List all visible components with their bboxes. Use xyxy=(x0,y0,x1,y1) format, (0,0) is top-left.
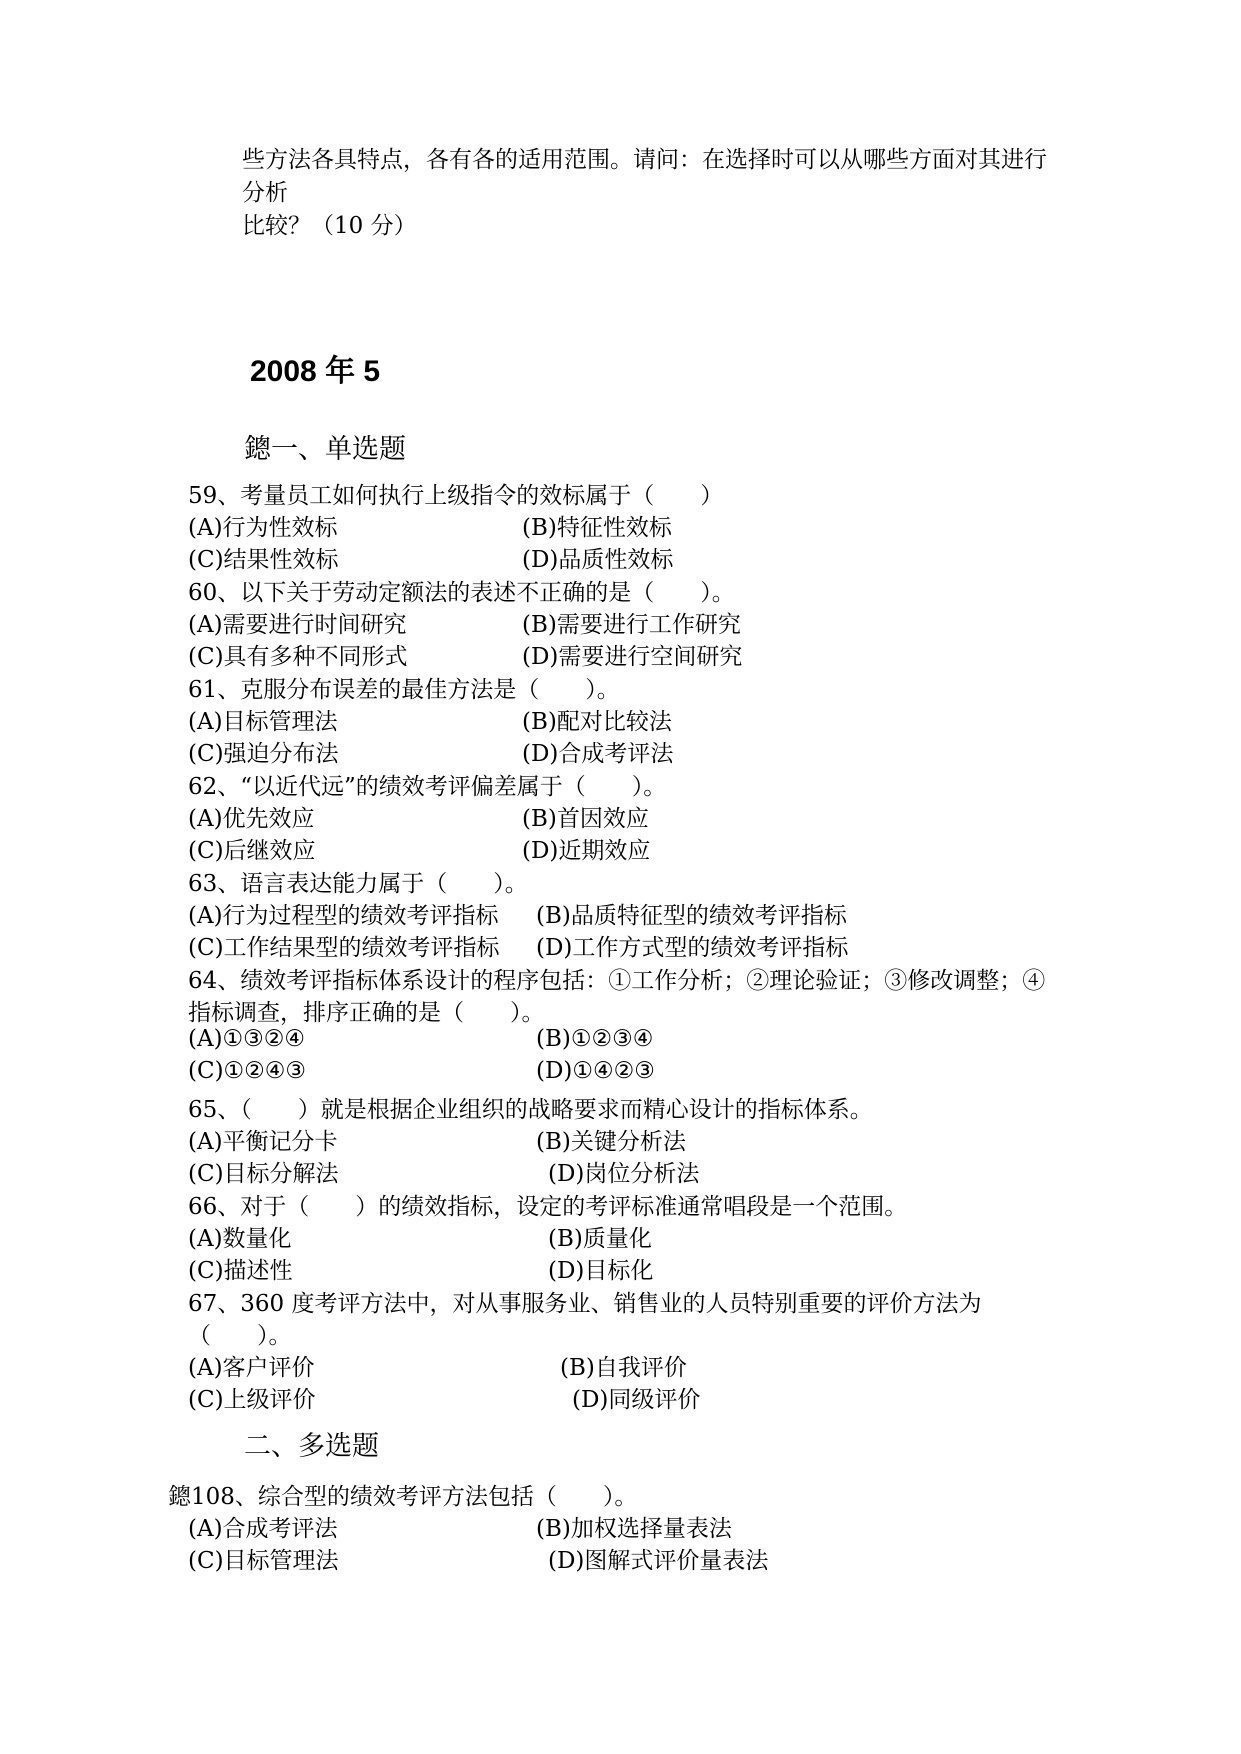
intro-paragraph xyxy=(242,144,1062,243)
question-64-option-b: (B)①②③④ xyxy=(536,1026,654,1052)
question-67-option-a: (A)客户评价 xyxy=(188,1355,315,1381)
question-59-option-c: (C)结果性效标 xyxy=(188,547,339,573)
question-64-stem-cont: 指标调查，排序正确的是（ ）。 xyxy=(188,1000,545,1026)
question-65-option-c: (C)目标分解法 xyxy=(188,1161,339,1187)
question-67-stem-cont: （ ）。 xyxy=(188,1323,292,1349)
question-66-option-c: (C)描述性 xyxy=(188,1258,293,1284)
question-59-option-b: (B)特征性效标 xyxy=(522,515,672,541)
question-59-stem: 59、考量员工如何执行上级指令的效标属于（ ） xyxy=(188,483,724,509)
intro-line-2: 比较？（10 分） xyxy=(242,213,417,239)
question-64-stem: 64、绩效考评指标体系设计的程序包括：①工作分析；②理论验证；③修改调整；④ xyxy=(188,968,1046,994)
question-61-option-d: (D)合成考评法 xyxy=(522,741,674,767)
question-60-option-c: (C)具有多种不同形式 xyxy=(188,644,408,670)
question-63-stem: 63、语言表达能力属于（ ）。 xyxy=(188,871,528,897)
question-67-option-c: (C)上级评价 xyxy=(188,1387,316,1413)
question-61-option-a: (A)目标管理法 xyxy=(188,709,338,735)
intro-line-1: 些方法各具特点，各有各的适用范围。请问：在选择时可以从哪些方面对其进行分析 xyxy=(242,147,1047,206)
year-heading: 2008 年 5 xyxy=(250,355,381,388)
question-66-stem: 66、对于（ ）的绩效指标，设定的考评标准通常唱段是一个范围。 xyxy=(188,1194,908,1220)
question-66-option-a: (A)数量化 xyxy=(188,1226,292,1252)
question-65-option-b: (B)关键分析法 xyxy=(536,1129,686,1155)
question-108-option-c: (C)目标管理法 xyxy=(188,1548,339,1574)
question-63-option-c: (C)工作结果型的绩效考评指标 xyxy=(188,935,500,961)
question-108-option-a: (A)合成考评法 xyxy=(188,1516,338,1542)
question-108-stem: 鏓108、综合型的绩效考评方法包括（ ）。 xyxy=(168,1484,638,1510)
question-60-stem: 60、以下关于劳动定额法的表述不正确的是（ ）。 xyxy=(188,580,735,606)
question-65-option-a: (A)平衡记分卡 xyxy=(188,1129,338,1155)
question-59-option-d: (D)品质性效标 xyxy=(522,547,674,573)
question-64-option-a: (A)①③②④ xyxy=(188,1026,306,1052)
question-59-option-a: (A)行为性效标 xyxy=(188,515,338,541)
question-62-option-a: (A)优先效应 xyxy=(188,806,315,832)
question-67-stem: 67、360 度考评方法中，对从事服务业、销售业的人员特别重要的评价方法为 xyxy=(188,1291,982,1317)
question-60-option-b: (B)需要进行工作研究 xyxy=(522,612,741,638)
question-60-option-a: (A)需要进行时间研究 xyxy=(188,612,407,638)
question-65-option-d: (D)岗位分析法 xyxy=(548,1161,700,1187)
question-64-option-d: (D)①④②③ xyxy=(536,1058,655,1084)
question-61-stem: 61、克服分布误差的最佳方法是（ ）。 xyxy=(188,677,620,703)
question-64-option-c: (C)①②④③ xyxy=(188,1058,307,1084)
question-63-option-b: (B)品质特征型的绩效考评指标 xyxy=(536,903,847,929)
question-63-option-d: (D)工作方式型的绩效考评指标 xyxy=(536,935,849,961)
question-66-option-d: (D)目标化 xyxy=(548,1258,654,1284)
question-63-option-a: (A)行为过程型的绩效考评指标 xyxy=(188,903,499,929)
question-61-option-b: (B)配对比较法 xyxy=(522,709,672,735)
question-60-option-d: (D)需要进行空间研究 xyxy=(522,644,743,670)
section-heading-multiple-choice: 二、多选题 xyxy=(244,1431,379,1462)
question-61-option-c: (C)强迫分布法 xyxy=(188,741,339,767)
question-65-stem: 65、（ ）就是根据企业组织的战略要求而精心设计的指标体系。 xyxy=(188,1097,873,1123)
question-62-stem: 62、“以近代远”的绩效考评偏差属于（ ）。 xyxy=(188,774,667,800)
question-62-option-c: (C)后继效应 xyxy=(188,838,316,864)
question-67-option-d: (D)同级评价 xyxy=(572,1387,701,1413)
question-62-option-b: (B)首因效应 xyxy=(522,806,649,832)
question-66-option-b: (B)质量化 xyxy=(548,1226,652,1252)
section-heading-single-choice: 鏓一、单选题 xyxy=(244,434,406,465)
question-67-option-b: (B)自我评价 xyxy=(560,1355,687,1381)
question-108-option-b: (B)加权选择量表法 xyxy=(536,1516,732,1542)
question-108-option-d: (D)图解式评价量表法 xyxy=(548,1548,769,1574)
question-62-option-d: (D)近期效应 xyxy=(522,838,651,864)
